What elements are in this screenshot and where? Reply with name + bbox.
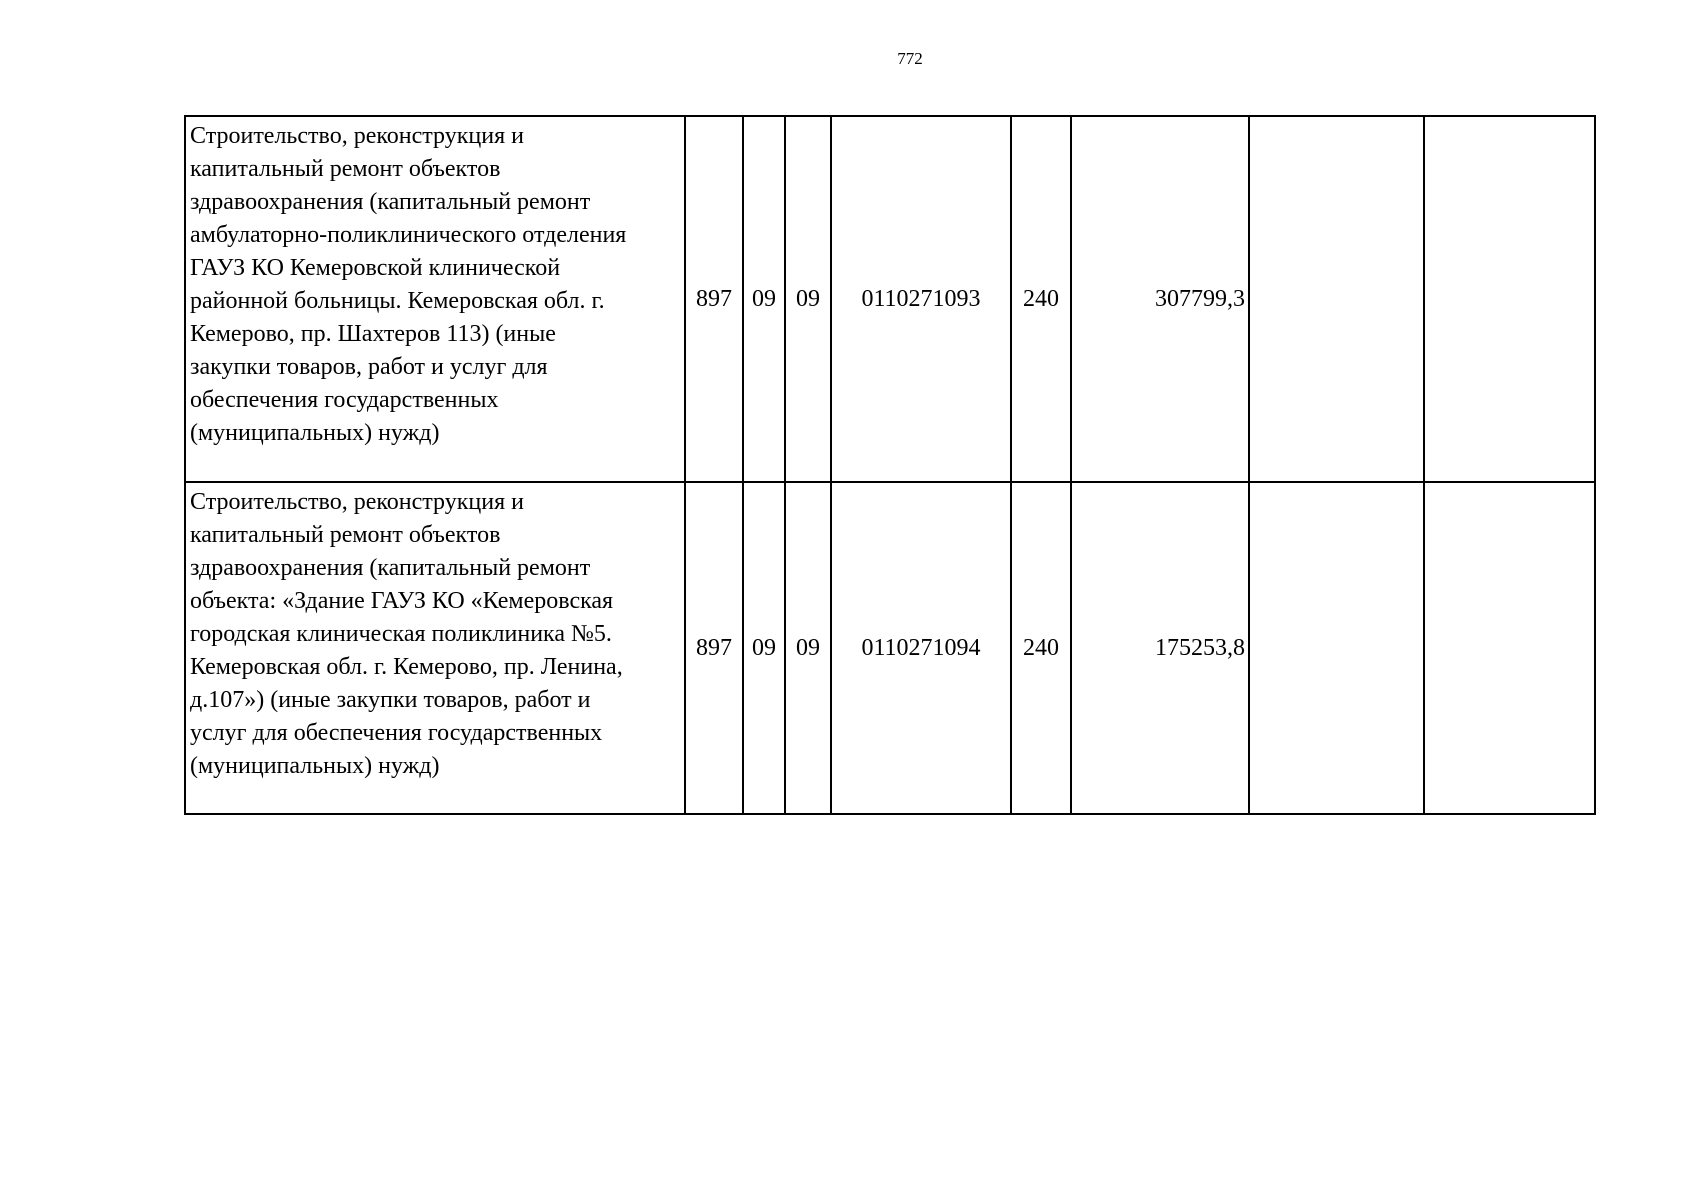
amount-cell: 175253,8	[1071, 482, 1249, 814]
section-code-cell: 09	[743, 116, 785, 482]
expense-type-cell: 240	[1011, 116, 1071, 482]
subsection-code-cell: 09	[785, 482, 831, 814]
description-cell: Строительство, реконструкция и капитальный ремонт объектов здравоохранения (капитальный ремонт амбулаторно-поликлинического отделения ГАУЗ КО Кемеровской клинической районной больницы. Кемеровская обл. г. Кемерово, пр. Шахтеров 113) (иные закупки товаров, работ и услуг для обеспечения государственных (муниципальных) нужд)	[185, 116, 685, 482]
subsection-code-cell: 09	[785, 116, 831, 482]
empty-cell	[1249, 482, 1424, 814]
ministry-code-cell: 897	[685, 116, 743, 482]
empty-cell	[1424, 482, 1595, 814]
ministry-code-cell: 897	[685, 482, 743, 814]
section-code-cell: 09	[743, 482, 785, 814]
amount-cell: 307799,3	[1071, 116, 1249, 482]
expense-type-cell: 240	[1011, 482, 1071, 814]
budget-table	[184, 115, 1596, 815]
target-article-cell: 0110271094	[831, 482, 1011, 814]
target-article-cell: 0110271093	[831, 116, 1011, 482]
description-cell: Строительство, реконструкция и капитальный ремонт объектов здравоохранения (капитальный ремонт объекта: «Здание ГАУЗ КО «Кемеровская городская клиническая поликлиника №5. Кемеровская обл. г. Кемерово, пр. Ленина, д.107») (иные закупки товаров, работ и услуг для обеспечения государственных (муниципальных) нужд)	[185, 482, 685, 814]
page-number: 772	[897, 49, 923, 68]
table-row	[185, 482, 1595, 814]
table-row	[185, 116, 1595, 482]
empty-cell	[1424, 116, 1595, 482]
empty-cell	[1249, 116, 1424, 482]
